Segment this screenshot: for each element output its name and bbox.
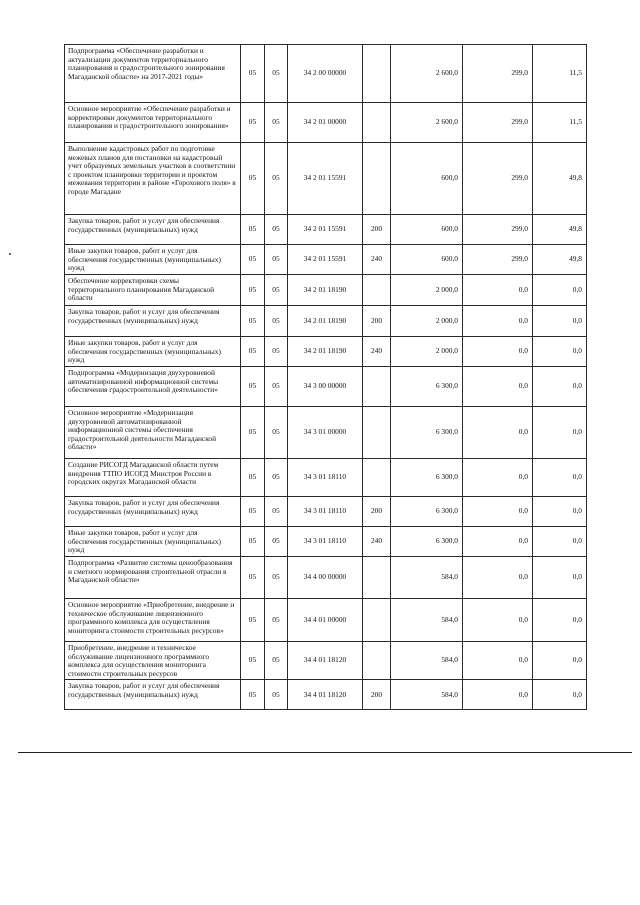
table-row	[65, 680, 587, 710]
row-plan: 600,0	[391, 245, 463, 275]
table-row	[65, 459, 587, 497]
row-percent: 0,0	[533, 497, 587, 527]
table-row	[65, 642, 587, 680]
row-name: Приобретение, внедрение и техническое обслуживание лицензионного программного комплекса для осуществления мониторинга стоимости строительных ресурсов	[65, 642, 241, 680]
row-percent: 0,0	[533, 680, 587, 710]
row-target-article: 34 2 01 15591	[288, 143, 363, 215]
row-actual: 0,0	[463, 459, 533, 497]
row-actual: 0,0	[463, 527, 533, 557]
row-subsection: 05	[265, 407, 288, 459]
row-plan: 584,0	[391, 557, 463, 599]
row-plan: 6 300,0	[391, 497, 463, 527]
row-plan: 2 000,0	[391, 306, 463, 337]
row-plan: 6 300,0	[391, 367, 463, 407]
row-actual: 299,0	[463, 103, 533, 143]
table-row	[65, 527, 587, 557]
row-actual: 0,0	[463, 497, 533, 527]
row-plan: 6 300,0	[391, 407, 463, 459]
row-percent: 0,0	[533, 459, 587, 497]
row-target-article: 34 2 01 00000	[288, 103, 363, 143]
row-expense-type: 240	[363, 245, 391, 275]
row-target-article: 34 4 01 18120	[288, 642, 363, 680]
row-actual: 0,0	[463, 642, 533, 680]
row-target-article: 34 3 01 18110	[288, 527, 363, 557]
row-expense-type	[363, 45, 391, 103]
row-target-article: 34 2 01 15591	[288, 215, 363, 245]
row-plan: 2 600,0	[391, 103, 463, 143]
row-expense-type: 240	[363, 337, 391, 367]
row-section: 05	[241, 143, 265, 215]
row-percent: 49,8	[533, 215, 587, 245]
row-subsection: 05	[265, 275, 288, 306]
row-subsection: 05	[265, 306, 288, 337]
row-plan: 584,0	[391, 680, 463, 710]
row-target-article: 34 4 01 18120	[288, 680, 363, 710]
row-name: Подпрограмма «Развитие системы ценообразования и сметного нормирования строительной отрасли в Магаданской области»	[65, 557, 241, 599]
row-plan: 2 000,0	[391, 337, 463, 367]
row-subsection: 05	[265, 497, 288, 527]
row-name: Иные закупки товаров, работ и услуг для обеспечения государственных (муниципальных) нужд	[65, 527, 241, 557]
row-expense-type	[363, 557, 391, 599]
row-name: Иные закупки товаров, работ и услуг для обеспечения государственных (муниципальных) нужд	[65, 337, 241, 367]
row-actual: 0,0	[463, 306, 533, 337]
row-section: 05	[241, 642, 265, 680]
row-target-article: 34 4 00 00000	[288, 557, 363, 599]
row-subsection: 05	[265, 215, 288, 245]
row-target-article: 34 2 00 00000	[288, 45, 363, 103]
row-actual: 0,0	[463, 599, 533, 642]
row-actual: 0,0	[463, 557, 533, 599]
row-name: Обеспечение корректировки схемы территориального планирования Магаданской области	[65, 275, 241, 306]
row-plan: 584,0	[391, 599, 463, 642]
row-section: 05	[241, 497, 265, 527]
table-row	[65, 103, 587, 143]
budget-table	[64, 44, 587, 710]
row-subsection: 05	[265, 45, 288, 103]
row-section: 05	[241, 367, 265, 407]
row-subsection: 05	[265, 527, 288, 557]
row-expense-type	[363, 367, 391, 407]
row-expense-type	[363, 407, 391, 459]
row-plan: 2 000,0	[391, 275, 463, 306]
row-actual: 0,0	[463, 680, 533, 710]
row-actual: 0,0	[463, 367, 533, 407]
row-subsection: 05	[265, 103, 288, 143]
row-actual: 0,0	[463, 275, 533, 306]
table-row	[65, 215, 587, 245]
table-row	[65, 45, 587, 103]
table-row	[65, 275, 587, 306]
row-percent: 0,0	[533, 407, 587, 459]
row-name: Иные закупки товаров, работ и услуг для обеспечения государственных (муниципальных) нужд	[65, 245, 241, 275]
row-expense-type: 240	[363, 527, 391, 557]
row-section: 05	[241, 245, 265, 275]
row-plan: 584,0	[391, 642, 463, 680]
table-row	[65, 599, 587, 642]
row-target-article: 34 2 01 18190	[288, 337, 363, 367]
row-expense-type	[363, 143, 391, 215]
row-name: Основное мероприятие «Модернизация двухуровневой автоматизированной информационной системы обеспечения градостроительной деятельности Магаданской области»	[65, 407, 241, 459]
row-name: Закупка товаров, работ и услуг для обеспечения государственных (муниципальных) нужд	[65, 497, 241, 527]
row-percent: 0,0	[533, 557, 587, 599]
row-section: 05	[241, 557, 265, 599]
row-name: Основное мероприятие «Обеспечение разработки и корректировки документов территориального планирования и градостроительного зонирования»	[65, 103, 241, 143]
row-name: Подпрограмма «Модернизация двухуровневой автоматизированной информационной системы обеспечения градостроительной деятельности»	[65, 367, 241, 407]
row-section: 05	[241, 45, 265, 103]
row-target-article: 34 2 01 15591	[288, 245, 363, 275]
row-plan: 600,0	[391, 215, 463, 245]
row-percent: 0,0	[533, 367, 587, 407]
row-section: 05	[241, 275, 265, 306]
table-row	[65, 407, 587, 459]
row-target-article: 34 2 01 18190	[288, 275, 363, 306]
scan-speck	[9, 253, 11, 255]
row-subsection: 05	[265, 459, 288, 497]
row-subsection: 05	[265, 245, 288, 275]
row-name: Выполнение кадастровых работ по подготовке межевых планов для постановки на кадастровый учет образуемых земельных участков в соответствии с проектом планировки территории и проектом межевания территории в районе «Горохового поля» в городе Магадане	[65, 143, 241, 215]
row-section: 05	[241, 680, 265, 710]
row-plan: 2 600,0	[391, 45, 463, 103]
row-plan: 6 300,0	[391, 459, 463, 497]
row-target-article: 34 3 01 18110	[288, 497, 363, 527]
row-percent: 0,0	[533, 275, 587, 306]
table-row	[65, 306, 587, 337]
row-section: 05	[241, 459, 265, 497]
row-expense-type: 200	[363, 497, 391, 527]
row-target-article: 34 4 01 00000	[288, 599, 363, 642]
page-bottom-rule	[18, 752, 632, 753]
row-expense-type	[363, 459, 391, 497]
row-target-article: 34 2 01 18190	[288, 306, 363, 337]
row-subsection: 05	[265, 599, 288, 642]
row-percent: 49,8	[533, 245, 587, 275]
table-row	[65, 245, 587, 275]
row-percent: 0,0	[533, 527, 587, 557]
row-subsection: 05	[265, 337, 288, 367]
row-actual: 0,0	[463, 337, 533, 367]
row-section: 05	[241, 599, 265, 642]
table-body	[65, 45, 587, 710]
row-expense-type	[363, 599, 391, 642]
row-subsection: 05	[265, 557, 288, 599]
row-name: Подпрограмма «Обеспечение разработки и актуализации документов территориального планирования и градостроительного зонирования Магаданской области» на 2017-2021 годы»	[65, 45, 241, 103]
row-actual: 299,0	[463, 245, 533, 275]
row-plan: 600,0	[391, 143, 463, 215]
row-subsection: 05	[265, 367, 288, 407]
table-row	[65, 557, 587, 599]
row-section: 05	[241, 337, 265, 367]
row-expense-type: 200	[363, 680, 391, 710]
table-row	[65, 143, 587, 215]
row-target-article: 34 3 01 00000	[288, 407, 363, 459]
row-expense-type	[363, 275, 391, 306]
row-name: Основное мероприятие «Приобретение, внедрение и техническое обслуживание лицензионного программного комплекса для осуществления мониторинга стоимости строительных ресурсов»	[65, 599, 241, 642]
row-subsection: 05	[265, 143, 288, 215]
row-expense-type: 200	[363, 215, 391, 245]
row-section: 05	[241, 527, 265, 557]
row-name: Закупка товаров, работ и услуг для обеспечения государственных (муниципальных) нужд	[65, 306, 241, 337]
row-expense-type	[363, 642, 391, 680]
row-target-article: 34 3 00 00000	[288, 367, 363, 407]
table-row	[65, 497, 587, 527]
row-name: Создание РИСОГД Магаданской области путем внедрения ТТПО ИСОГД Минстроя России в городских округах Магаданской области	[65, 459, 241, 497]
row-plan: 6 300,0	[391, 527, 463, 557]
row-expense-type: 200	[363, 306, 391, 337]
row-percent: 0,0	[533, 599, 587, 642]
row-actual: 299,0	[463, 143, 533, 215]
row-section: 05	[241, 215, 265, 245]
row-actual: 299,0	[463, 45, 533, 103]
row-actual: 0,0	[463, 407, 533, 459]
table-row	[65, 337, 587, 367]
row-percent: 11,5	[533, 45, 587, 103]
row-subsection: 05	[265, 680, 288, 710]
row-target-article: 34 3 01 18110	[288, 459, 363, 497]
row-percent: 0,0	[533, 337, 587, 367]
row-section: 05	[241, 306, 265, 337]
row-name: Закупка товаров, работ и услуг для обеспечения государственных (муниципальных) нужд	[65, 215, 241, 245]
row-percent: 0,0	[533, 642, 587, 680]
row-subsection: 05	[265, 642, 288, 680]
row-percent: 49,8	[533, 143, 587, 215]
row-actual: 299,0	[463, 215, 533, 245]
row-percent: 11,5	[533, 103, 587, 143]
row-percent: 0,0	[533, 306, 587, 337]
row-section: 05	[241, 103, 265, 143]
row-name: Закупка товаров, работ и услуг для обеспечения государственных (муниципальных) нужд	[65, 680, 241, 710]
row-section: 05	[241, 407, 265, 459]
row-expense-type	[363, 103, 391, 143]
table-row	[65, 367, 587, 407]
